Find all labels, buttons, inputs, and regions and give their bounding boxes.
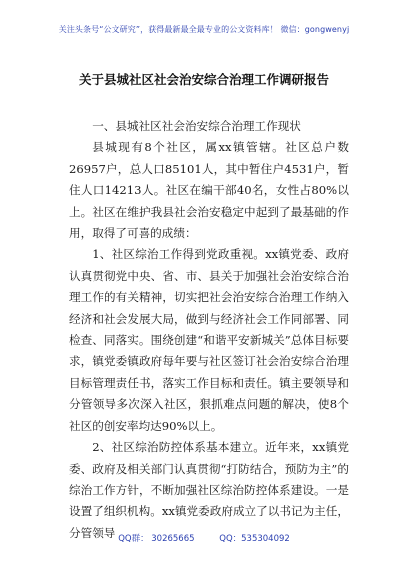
- document-body: [69, 116, 349, 544]
- paragraph-prevention-system: 2、社区综治防控体系基本建立。近年来，xx镇党委、政府及相关部门认真贯彻“打防结合，预防为主”的综治工作方针，不断加强社区综治防控体系建设。一是设置了组织机构。xx镇党委政府成立了以书记为主任，分管领导: [69, 440, 349, 540]
- header-banner: 关注头条号“公文研究”，获得最新最全最专业的公文资料库！ 微信：gongwenyj: [58, 25, 350, 34]
- paragraph-party-attention: 1、社区综治工作得到党政重视。xx镇党委、政府认真贯彻党中央、省、市、县关于加强社会治安综合治理工作的有关精神，切实把社会治安综合治理工作纳入经济和社会发展大局，做到与经济社会工作同部署、同检查、同落实。围绕创建“和谐平安新城关”总体目标要求，镇党委镇政府每年要与社区签订社会治安综合治理目标管理责任书，落实工作目标和责任。镇主要领导和分管领导多次深入社区，狠抓难点问题的解决，使8个社区的创安率均达90%以上。: [69, 247, 349, 433]
- footer-qq-group: QQ群： 30265665: [118, 534, 195, 544]
- section-heading: 一、县城社区社会治安综合治理工作现状: [92, 119, 301, 133]
- paragraph-overview: 县城现有8个社区，属xx镇管辖。社区总户数26957户，总人口85101人，其中暂住户4531户，暂住人口14213人。社区在编干部40名，女性占80%以上。社区在维护我县社会治安稳定中起到了最基础的作用，取得了可喜的成绩：: [69, 140, 349, 241]
- footer: [0, 532, 408, 544]
- footer-qq: QQ：535304092: [219, 534, 290, 544]
- document-title: 关于县城社区社会治安综合治理工作调研报告: [78, 72, 329, 87]
